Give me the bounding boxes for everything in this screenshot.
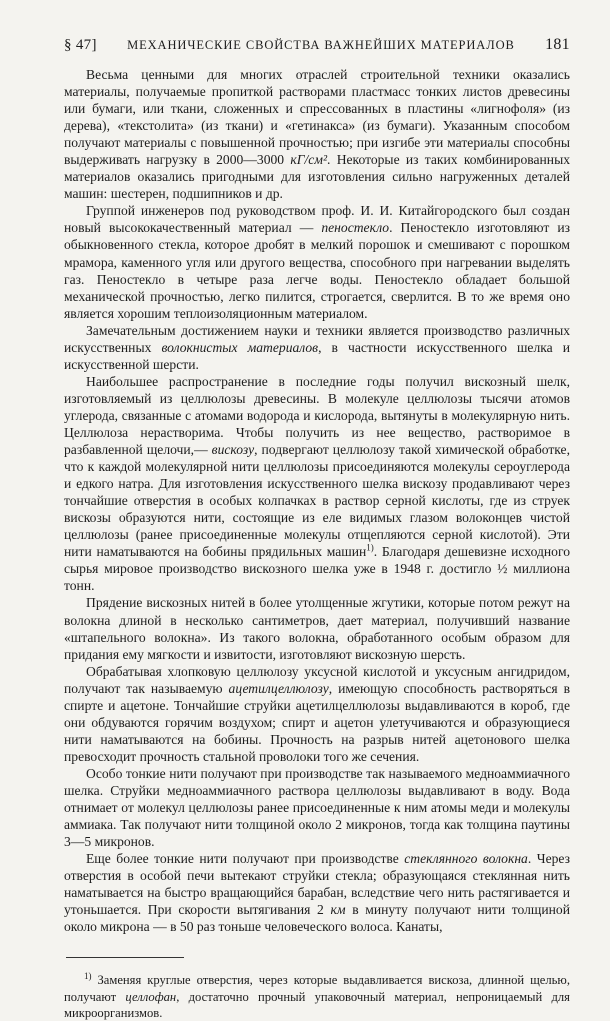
paragraph	[64, 322, 570, 373]
text-run: , подвергают целлюлозу такой химической обработке, что к каждой молекулярной нити целлюлозы присоединяются молекулы сероуглерода и едкого натра. Для изготовления искусственного шелка вискозу продавливают через тончайшие отверстия в особых колпачках в раствор серной кислоты, где из струек вискозы образуются нити, состоящие из еле видимых глазом волоконцев чистой целлюлозы (ранее присоединенные молекулы отщепляются серной кислотой). Эти нити наматываются на бобины прядильных машин	[64, 442, 570, 560]
text-run: Еще более тонкие нити получают при производстве	[86, 851, 405, 867]
page-number: 181	[545, 36, 570, 53]
footnote-divider	[66, 957, 184, 958]
footnote-marker: 1)	[366, 542, 374, 553]
text-run: , имеющую способность растворяться в спирте и ацетоне. Тончайшие струйки ацетилцеллюлозы выдавливаются в короб, где они обдуваются горячим воздухом; спирт и ацетон улетучиваются и образующиеся нити наматываются на бобины. Прочность на разрыв нитей ацетонового шелка превосходит прочность стальной проволоки того же сечения.	[64, 680, 570, 764]
text-run: Весьма ценными для многих отраслей строительной техники оказались материалы, получаемые пропиткой растворами пластмасс тонких листов древесины или бумаги, или ткани, сложенных и спрессованных в пластины «лигнофоля» (из дерева), «текстолита» (из ткани) и «гетинакса» (из бумаги). Указанным способом получают материалы с повышенной прочностью; при изгибе эти материалы способны выдерживать нагрузку в 2000—3000	[64, 67, 570, 168]
italic-term: целлофан	[125, 989, 177, 1004]
text-run: , достаточно прочный упаковочный материал, непроницаемый для микроорганизмов.	[64, 989, 570, 1020]
text-run: , в частности искусственного шелка и искусственной шерсти.	[64, 339, 571, 372]
running-header	[64, 36, 570, 54]
text-run: . Пеностекло изготовляют из обыкновенного стекла, которое дробят в мелкий порошок и смешивают с порошком мрамора, каменного угля или другого вещества, способного при нагревании выделять газ. Пеностекло в четыре раза легче воды. Пеностекло обладает большой механической прочностью, легко пилится, строгается, сверлится. В то же время оно является хорошим теплоизоляционным материалом.	[64, 220, 570, 321]
text-run: Особо тонкие нити получают при производстве так называемого медноаммиачного шелка. Струйки медноаммиачного раствора целлюлозы выдавливают в воду. Вода отнимает от молекул целлюлозы ранее присоединенные к ним атомы меди и молекулы аммиака. Так получают нити толщиной около 2 микронов, тогда как толщина паутины 3—5 микронов.	[64, 765, 570, 850]
italic-term: кГ/см²	[290, 152, 328, 168]
text-run: в минуту получают нити толщиной около микрона — в 50 раз тоньше человеческого волоса. Канаты,	[64, 902, 570, 935]
paragraph	[64, 765, 570, 850]
paragraph	[64, 594, 570, 662]
text-run: . Некоторые из таких комбинированных материалов оказались пригодными для изготовления сильно нагруженных деталей машин: шестерен, подшипников и др.	[64, 152, 571, 202]
text-run: Заменяя круглые отверстия, через которые выдавливается вискоза, длинной щелью, получают	[64, 973, 570, 1004]
paragraph	[64, 850, 570, 935]
text-run: Наибольшее распространение в последние годы получил вискозный шелк, изготовляемый из целлюлозы древесины. В молекуле целлюлозы тысячи атомов углерода, связанные с атомами водорода и кислорода, вытянуты в молекулярную нить. Целлюлоза нерастворима. Чтобы получить из нее вещество, растворимое в разбавленной щелочи,—	[64, 373, 570, 458]
footnote-marker: 1)	[84, 971, 92, 982]
paragraph	[64, 66, 570, 202]
paragraph	[64, 663, 570, 765]
text-run: . Благодаря дешевизне исходного сырья мировое производство вискозного шелка уже в 1948 г. достигло ½ миллиона тонн.	[64, 544, 570, 594]
text-run: Группой инженеров под руководством проф. И. И. Китайгородского был создан новый высококачественный материал —	[64, 203, 570, 236]
main-text	[64, 66, 570, 935]
section-number: § 47]	[64, 37, 97, 53]
text-run: Замечательным достижением науки и техники является производство различных искусственных	[64, 322, 570, 355]
italic-term: ацетилцеллюлозу	[228, 680, 329, 696]
text-run: . Через отверстия в особой печи вытекают струйки стекла; образующаяся стеклянная нить наматывается на быстро вращающийся барабан, вследствие чего нить растягивается и утоньшается. При скорости вытягивания 2	[64, 851, 570, 918]
running-title: МЕХАНИЧЕСКИЕ СВОЙСТВА ВАЖНЕЙШИХ МАТЕРИАЛОВ	[127, 38, 515, 52]
italic-term: вискозу	[211, 442, 255, 458]
footnote	[64, 972, 570, 1021]
italic-term: пеностекло	[321, 220, 390, 236]
italic-term: стеклянного волокна	[404, 851, 528, 867]
paragraph	[64, 202, 570, 321]
italic-term: км	[330, 902, 346, 918]
paragraph	[64, 373, 570, 595]
text-run: Обрабатывая хлопковую целлюлозу уксусной кислотой и уксусным ангидридом, получают так называемую	[64, 663, 570, 696]
text-run: Прядение вискозных нитей в более утолщенные жгутики, которые потом режут на волокна длиной в несколько сантиметров, дает материал, получивший название «штапельного волокна». Из такого волокна, обработанного особым образом для придания ему мягкости и извитости, изготовляют вискозную шерсть.	[64, 595, 570, 662]
italic-term: волокнистых материалов	[161, 339, 319, 355]
